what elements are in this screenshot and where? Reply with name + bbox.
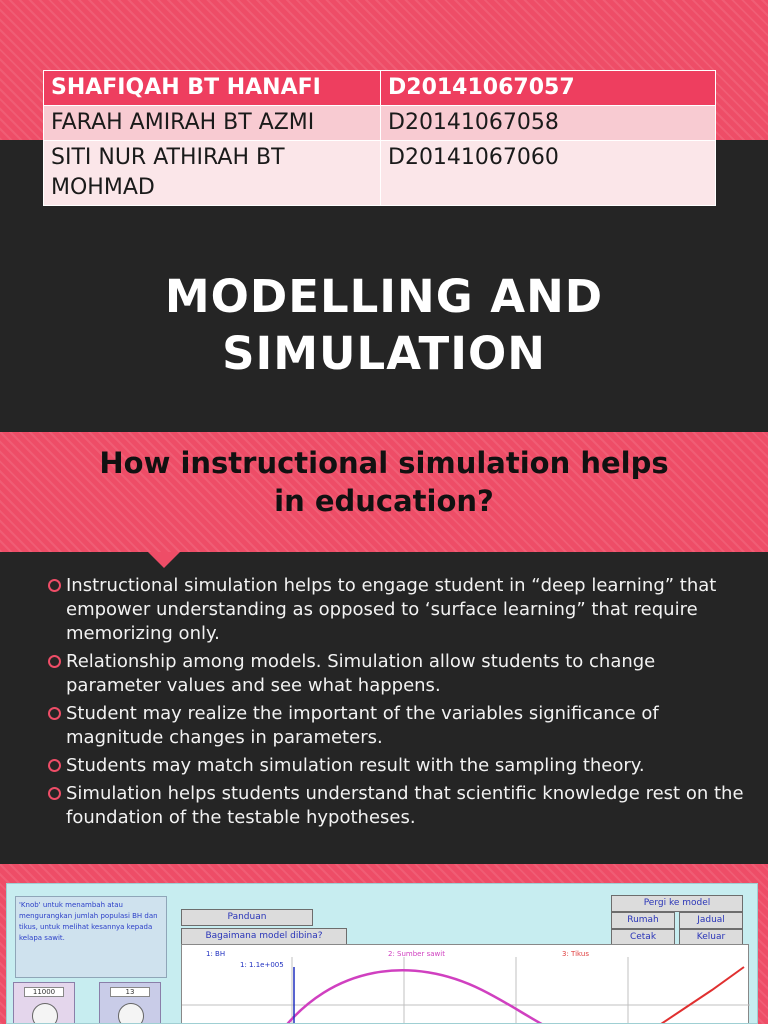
member-id: D20141067057 xyxy=(381,71,716,106)
circle-bullet-icon xyxy=(48,787,61,800)
bullet-text: Student may realize the important of the variables significance of magnitude changes in parameters. xyxy=(66,703,659,748)
table-button[interactable]: Jadual xyxy=(679,912,743,929)
members-table xyxy=(43,70,716,206)
home-button[interactable]: Rumah xyxy=(611,912,675,929)
dial-icon[interactable] xyxy=(118,1003,144,1024)
table-row xyxy=(44,141,716,206)
bullet-text: Relationship among models. Simulation allow students to change parameter values and see what happens. xyxy=(66,651,656,696)
dial-icon[interactable] xyxy=(32,1003,58,1024)
member-name: SHAFIQAH BT HANAFI xyxy=(44,71,381,106)
graph-legend-item: 3: Tikus xyxy=(562,950,589,958)
member-id: D20141067058 xyxy=(381,106,716,141)
list-item xyxy=(46,702,746,750)
instruction-note: 'Knob' untuk menambah atau mengurangkan jumlah populasi BH dan tikus, untuk melihat kesannya kepada kelapa sawit. xyxy=(15,896,167,978)
knob-tikus[interactable] xyxy=(99,982,161,1024)
list-item xyxy=(46,650,746,698)
table-row xyxy=(44,106,716,141)
simulation-screenshot xyxy=(6,883,758,1024)
go-to-model-button[interactable]: Pergi ke model xyxy=(611,895,743,912)
slide-screenshot xyxy=(0,864,768,1024)
knob-value: 13 xyxy=(110,987,150,997)
print-button[interactable]: Cetak xyxy=(611,929,675,946)
member-name: SITI NUR ATHIRAH BT MOHMAD xyxy=(44,141,381,206)
slide-heading xyxy=(40,444,728,520)
heading-line: in education? xyxy=(274,484,494,518)
band-notch xyxy=(148,552,180,568)
graph-legend-item: 2: Sumber sawit xyxy=(388,950,445,958)
simulation-graph xyxy=(181,944,749,1024)
circle-bullet-icon xyxy=(48,707,61,720)
title-line: MODELLING AND xyxy=(164,270,604,323)
series-line xyxy=(652,967,744,1024)
title-line: SIMULATION xyxy=(222,327,546,380)
bullet-text: Students may match simulation result with the sampling theory. xyxy=(66,755,645,776)
knob-bh[interactable] xyxy=(13,982,75,1024)
member-name: FARAH AMIRAH BT AZMI xyxy=(44,106,381,141)
slide-title xyxy=(0,0,768,432)
bullet-list xyxy=(46,574,746,834)
member-id: D20141067060 xyxy=(381,141,716,206)
graph-legend-item: 1: BH xyxy=(206,950,226,958)
exit-button[interactable]: Keluar xyxy=(679,929,743,946)
heading-line: How instructional simulation helps xyxy=(99,446,669,480)
slide-content xyxy=(0,432,768,864)
circle-bullet-icon xyxy=(48,655,61,668)
how-model-built-button[interactable]: Bagaimana model dibina? xyxy=(181,928,347,945)
knob-value: 11000 xyxy=(24,987,64,997)
table-row xyxy=(44,71,716,106)
list-item xyxy=(46,754,746,778)
graph-y-label: 1: 1.1e+005 xyxy=(240,961,284,969)
page-title xyxy=(0,268,768,382)
circle-bullet-icon xyxy=(48,579,61,592)
bullet-text: Simulation helps students understand that scientific knowledge rest on the foundation of the testable hypotheses. xyxy=(66,783,744,828)
panduan-button[interactable]: Panduan xyxy=(181,909,313,926)
graph-plot xyxy=(182,945,750,1024)
list-item xyxy=(46,574,746,646)
list-item xyxy=(46,782,746,830)
bullet-text: Instructional simulation helps to engage student in “deep learning” that empower understanding as opposed to ‘surface learning” that require memorizing only. xyxy=(66,575,717,644)
heading-band xyxy=(0,432,768,552)
series-line xyxy=(280,970,562,1024)
circle-bullet-icon xyxy=(48,759,61,772)
